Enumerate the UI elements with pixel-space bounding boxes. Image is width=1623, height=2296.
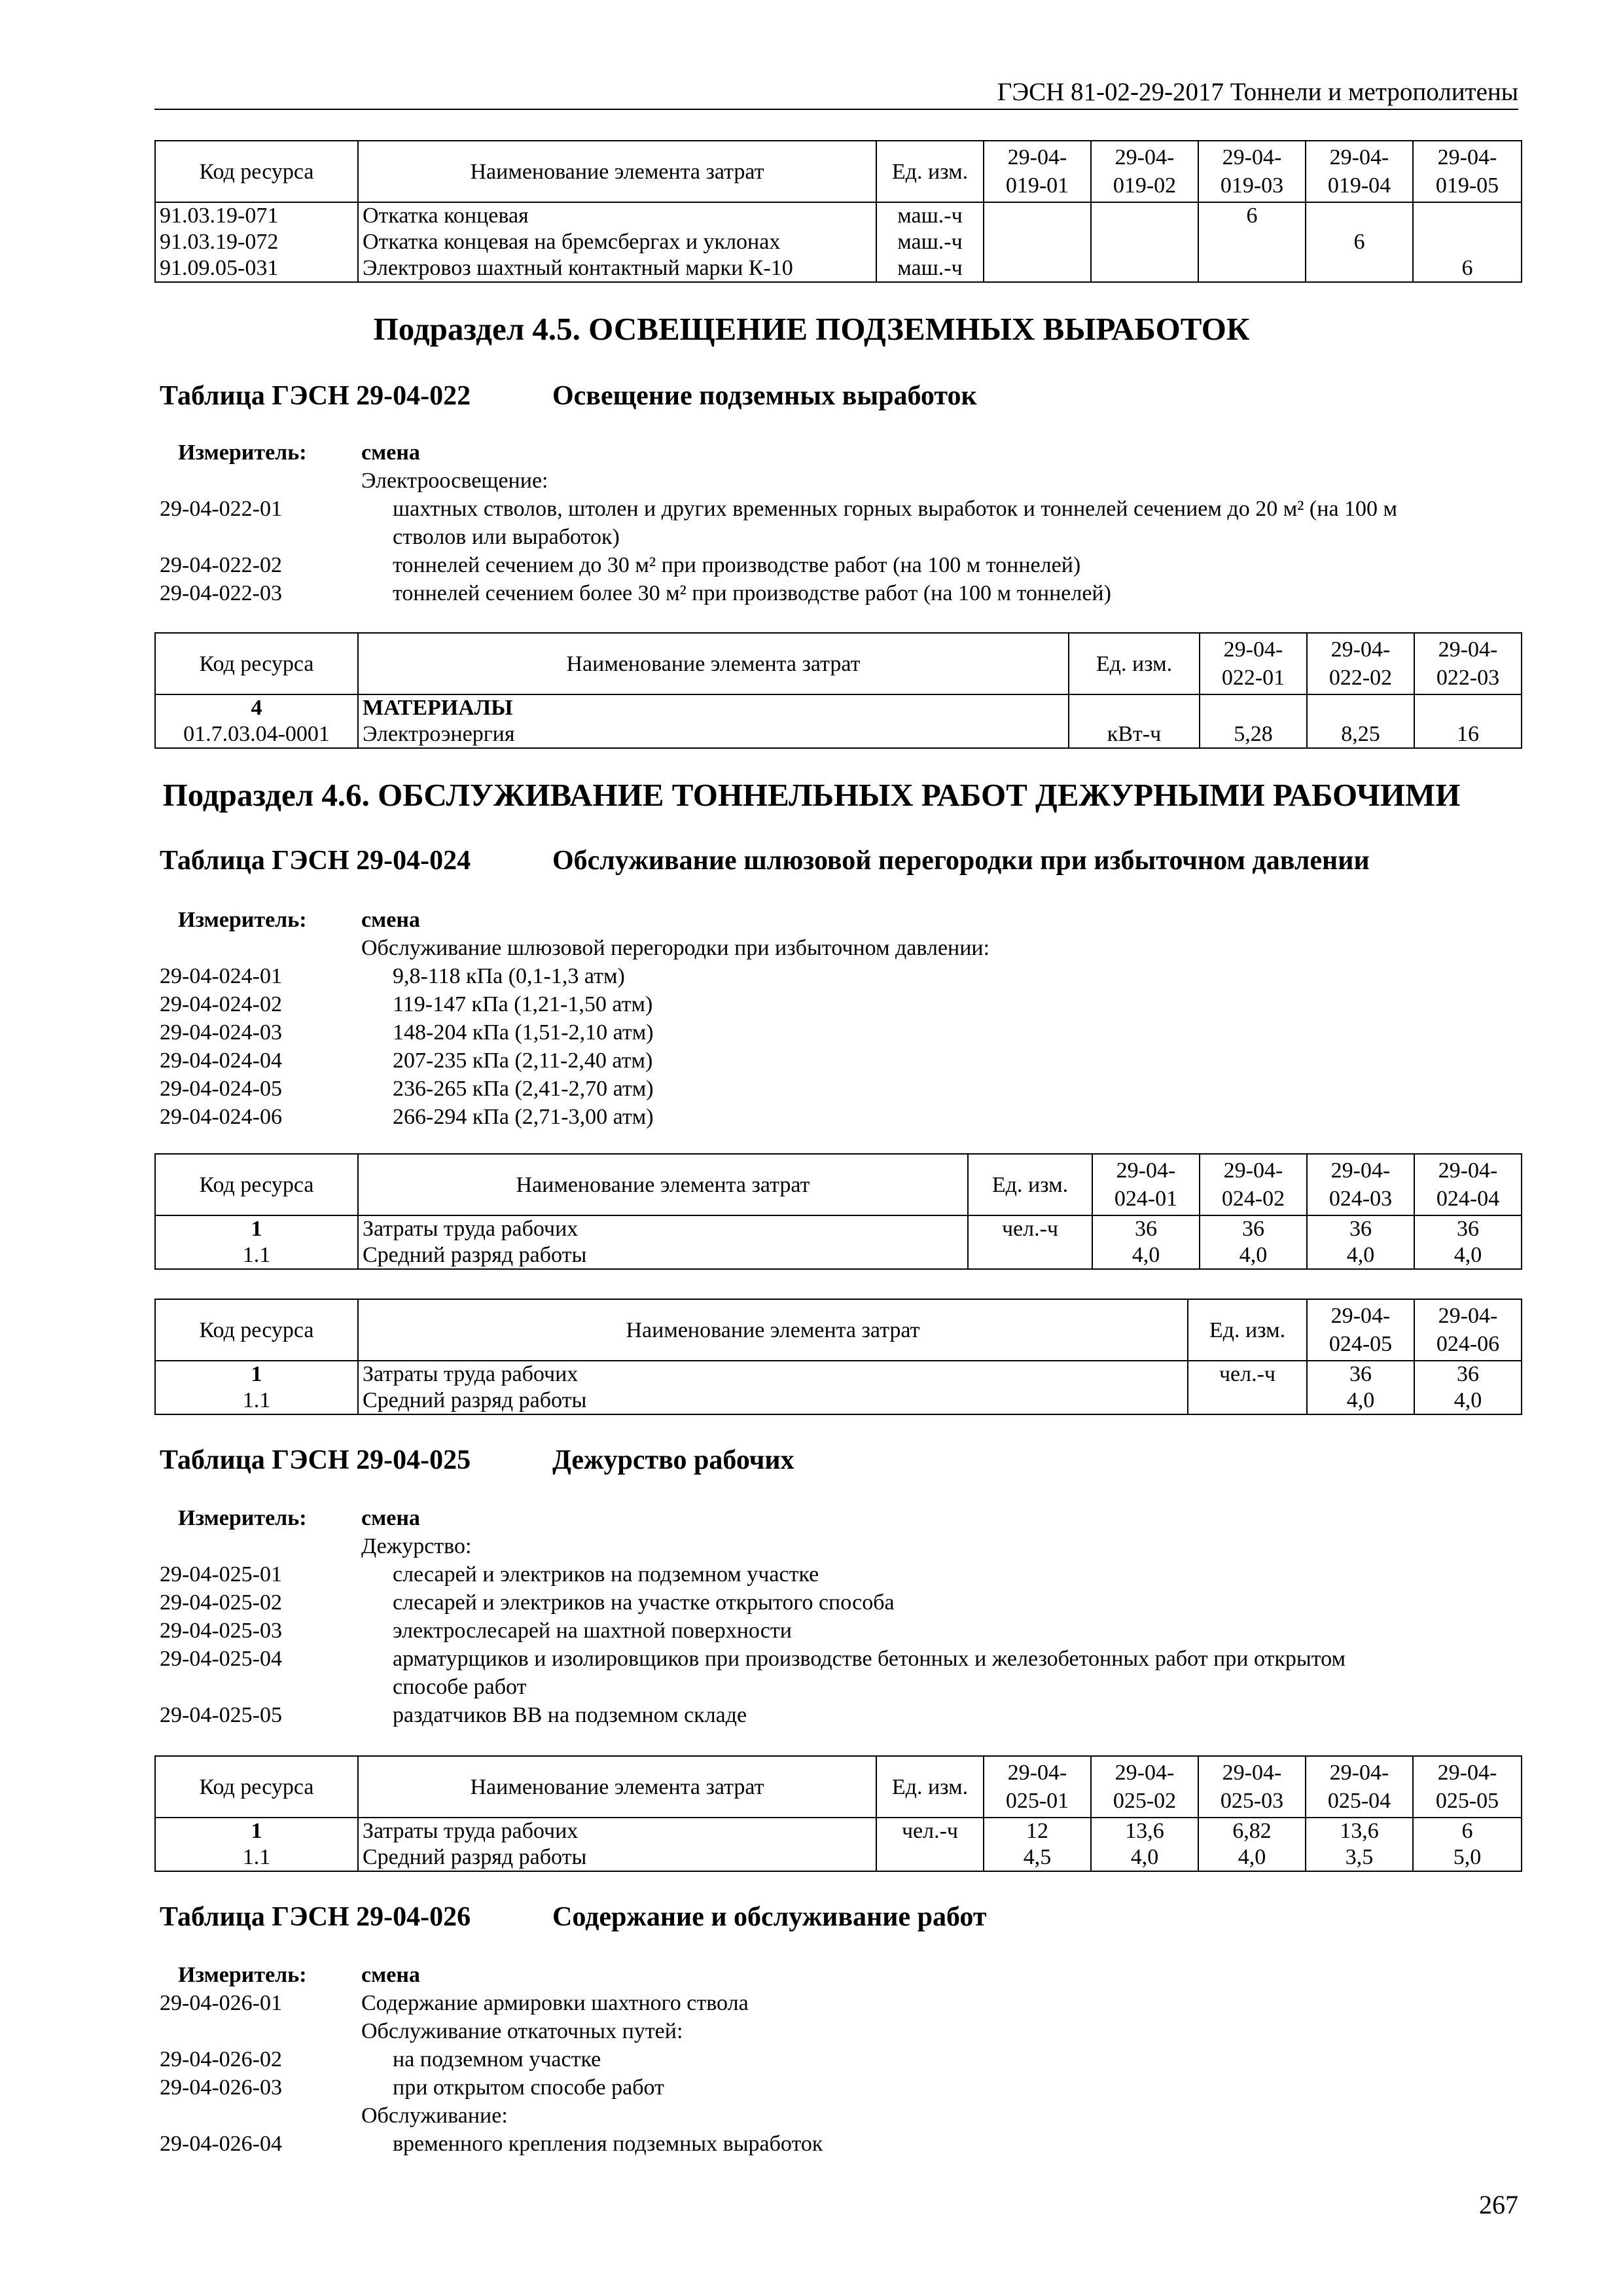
item-code: 29-04-022-03 [160, 581, 282, 605]
col-header: 29-04-019-05 [1413, 141, 1522, 202]
cell: 5,0 [1413, 1844, 1522, 1871]
table-name: Обслуживание шлюзовой перегородки при избыточном давлении [552, 846, 1370, 876]
table-code: Таблица ГЭСН 29-04-025 [160, 1445, 471, 1475]
table-row [155, 202, 1522, 229]
table-022-description [160, 439, 1518, 607]
cell: Электроэнергия [358, 721, 1069, 748]
col-header: Код ресурса [155, 1154, 358, 1215]
col-header: 29-04-024-03 [1307, 1154, 1414, 1215]
list-item [160, 1018, 1518, 1047]
col-header: Код ресурса [155, 141, 358, 202]
group-label: Обслуживание шлюзовой перегородки при избыточном давлении: [361, 936, 990, 960]
cell: МАТЕРИАЛЫ [358, 694, 1069, 721]
cell: Откатка концевая [358, 202, 876, 229]
item-text: тоннелей сечением более 30 м² при производстве работ (на 100 м тоннелей) [393, 581, 1111, 605]
table-name: Освещение подземных выработок [552, 381, 977, 411]
col-header: 29-04-022-02 [1307, 633, 1414, 694]
cell [984, 229, 1091, 255]
cell: Затраты труда рабочих [358, 1215, 968, 1242]
cell: 1.1 [155, 1388, 358, 1414]
col-header: 29-04-024-01 [1092, 1154, 1200, 1215]
table-024-resources-b [154, 1299, 1522, 1415]
cell: 1.1 [155, 1242, 358, 1269]
cell [1069, 694, 1200, 721]
group-label: Обслуживание откаточных путей: [361, 2019, 683, 2043]
table-025-description [160, 1504, 1518, 1729]
item-text: слесарей и электриков на участке открытого способа [393, 1590, 895, 1615]
item-text: 119-147 кПа (1,21-1,50 атм) [393, 992, 653, 1016]
item-text: слесарей и электриков на подземном участке [393, 1562, 819, 1587]
cell: Затраты труда рабочих [358, 1361, 1188, 1388]
meter-row [160, 1961, 1518, 1989]
table-header-row [155, 141, 1522, 202]
table-header-row [155, 1299, 1522, 1361]
cell: 4,0 [1307, 1388, 1414, 1414]
cell [1091, 202, 1198, 229]
table-022-title [160, 380, 977, 412]
subsection-4-5-heading: Подраздел 4.5. ОСВЕЩЕНИЕ ПОДЗЕМНЫХ ВЫРАБОТОК [373, 311, 1250, 347]
item-code: 29-04-024-03 [160, 1020, 282, 1045]
cell: 36 [1414, 1361, 1522, 1388]
table-row [155, 1215, 1522, 1242]
cell: 6,82 [1198, 1818, 1306, 1844]
col-header: Ед. изм. [1069, 633, 1200, 694]
col-header: 29-04-024-05 [1307, 1299, 1414, 1361]
item-code: 29-04-024-02 [160, 992, 282, 1016]
col-header: Код ресурса [155, 1756, 358, 1818]
item-code: 29-04-025-04 [160, 1647, 282, 1671]
list-item [160, 962, 1518, 990]
col-header: Ед. изм. [1188, 1299, 1307, 1361]
cell [1307, 694, 1414, 721]
item-code: 29-04-026-04 [160, 2132, 282, 2156]
cell: чел.-ч [876, 1818, 984, 1844]
table-code: Таблица ГЭСН 29-04-024 [160, 846, 471, 876]
cell: Затраты труда рабочих [358, 1818, 876, 1844]
cell: 36 [1092, 1215, 1200, 1242]
col-header: Ед. изм. [876, 1756, 984, 1818]
item-text: на подземном участке [393, 2047, 601, 2072]
cell: Средний разряд работы [358, 1242, 968, 1269]
cell: Средний разряд работы [358, 1844, 876, 1871]
item-code: 29-04-025-02 [160, 1590, 282, 1615]
table-row [155, 694, 1522, 721]
item-code: 29-04-026-02 [160, 2047, 282, 2072]
cell [1413, 229, 1522, 255]
cell [1091, 255, 1198, 282]
cell: 4,0 [1414, 1388, 1522, 1414]
list-item [160, 551, 1518, 579]
item-code: 29-04-022-02 [160, 553, 282, 577]
meter-label: Измеритель: [178, 1963, 307, 1987]
header-divider [154, 109, 1518, 110]
col-header: 29-04-022-01 [1200, 633, 1307, 694]
item-code: 29-04-026-01 [160, 1991, 282, 2015]
group-row [160, 2017, 1518, 2045]
list-item [160, 1588, 1518, 1617]
col-header: 29-04-024-02 [1200, 1154, 1307, 1215]
cell: 01.7.03.04-0001 [155, 721, 358, 748]
cell: 6 [1413, 255, 1522, 282]
item-text: 148-204 кПа (1,51-2,10 атм) [393, 1020, 654, 1045]
group-row [160, 467, 1518, 495]
col-header: 29-04-019-04 [1306, 141, 1413, 202]
item-text: электрослесарей на шахтной поверхности [393, 1619, 792, 1643]
meter-label: Измеритель: [178, 440, 307, 465]
cell: Средний разряд работы [358, 1388, 1188, 1414]
item-code: 29-04-022-01 [160, 497, 282, 521]
col-header: 29-04-019-01 [984, 141, 1091, 202]
cell: 1 [155, 1215, 358, 1242]
table-row [155, 229, 1522, 255]
cell [984, 202, 1091, 229]
col-header: Наименование элемента затрат [358, 633, 1069, 694]
col-header: 29-04-025-02 [1091, 1756, 1198, 1818]
cell: 4,0 [1198, 1844, 1306, 1871]
cell: 13,6 [1306, 1818, 1413, 1844]
table-header-row [155, 1756, 1522, 1818]
cell: маш.-ч [876, 202, 984, 229]
table-code: Таблица ГЭСН 29-04-026 [160, 1902, 471, 1932]
item-text: 207-235 кПа (2,11-2,40 атм) [393, 1049, 653, 1073]
meter-value: смена [361, 1506, 420, 1530]
cell: 6 [1306, 229, 1413, 255]
cell: 1 [155, 1361, 358, 1388]
col-header: Наименование элемента затрат [358, 1299, 1188, 1361]
cell: 36 [1200, 1215, 1307, 1242]
cell: 6 [1413, 1818, 1522, 1844]
table-row [155, 1361, 1522, 1388]
cell: Откатка концевая на бремсбергах и уклонах [358, 229, 876, 255]
cell: 1 [155, 1818, 358, 1844]
col-header: 29-04-022-03 [1414, 633, 1522, 694]
item-code: 29-04-025-03 [160, 1619, 282, 1643]
table-022-resources [154, 632, 1522, 749]
cell: чел.-ч [968, 1215, 1092, 1242]
cell [1306, 202, 1413, 229]
cell: 4,0 [1200, 1242, 1307, 1269]
item-text: Содержание армировки шахтного ствола [361, 1991, 749, 2015]
item-code: 29-04-024-04 [160, 1049, 282, 1073]
cell [1091, 229, 1198, 255]
cell: Электровоз шахтный контактный марки К-10 [358, 255, 876, 282]
col-header: 29-04-025-01 [984, 1756, 1091, 1818]
cell [876, 1844, 984, 1871]
group-label: Обслуживание: [361, 2104, 508, 2128]
cell: маш.-ч [876, 229, 984, 255]
group-label: Электроосвещение: [361, 469, 548, 493]
meter-label: Измеритель: [178, 1506, 307, 1530]
item-code: 29-04-024-01 [160, 964, 282, 988]
col-header: Наименование элемента затрат [358, 141, 876, 202]
list-item [160, 990, 1518, 1018]
item-text: 236-265 кПа (2,41-2,70 атм) [393, 1077, 654, 1101]
list-item [160, 1103, 1518, 1131]
item-text-continued: стволов или выработок) [393, 525, 620, 549]
item-code: 29-04-024-05 [160, 1077, 282, 1101]
col-header: 29-04-019-02 [1091, 141, 1198, 202]
table-026-description [160, 1961, 1518, 2158]
cell [1200, 694, 1307, 721]
col-header: 29-04-024-04 [1414, 1154, 1522, 1215]
cell [968, 1242, 1092, 1269]
item-code: 29-04-025-05 [160, 1703, 282, 1727]
col-header: 29-04-025-05 [1413, 1756, 1522, 1818]
cell: 4,5 [984, 1844, 1091, 1871]
list-item [160, 1560, 1518, 1588]
meter-label: Измеритель: [178, 908, 307, 932]
cell [1188, 1388, 1307, 1414]
table-name: Дежурство рабочих [552, 1445, 794, 1475]
table-row [155, 1388, 1522, 1414]
item-text: при открытом способе работ [393, 2075, 664, 2100]
table-row [155, 1818, 1522, 1844]
meter-row [160, 906, 1518, 934]
table-name: Содержание и обслуживание работ [552, 1902, 987, 1932]
cell: 8,25 [1307, 721, 1414, 748]
cell: кВт-ч [1069, 721, 1200, 748]
cell [984, 255, 1091, 282]
list-item [160, 2045, 1518, 2073]
list-item [160, 1047, 1518, 1075]
cell: 4 [155, 694, 358, 721]
table-code: Таблица ГЭСН 29-04-022 [160, 381, 471, 411]
list-item [160, 1989, 1518, 2017]
col-header: Наименование элемента затрат [358, 1756, 876, 1818]
cell: 4,0 [1092, 1242, 1200, 1269]
meter-row [160, 439, 1518, 467]
cell: 3,5 [1306, 1844, 1413, 1871]
item-text: арматурщиков и изолировщиков при производстве бетонных и железобетонных работ при открытом [393, 1647, 1346, 1671]
running-header: ГЭСН 81-02-29-2017 Тоннели и метрополитены [997, 78, 1518, 106]
item-code: 29-04-025-01 [160, 1562, 282, 1587]
table-header-row [155, 633, 1522, 694]
cell: 5,28 [1200, 721, 1307, 748]
meter-value: смена [361, 908, 420, 932]
cell: 4,0 [1307, 1242, 1414, 1269]
table-row [155, 721, 1522, 748]
list-item [160, 495, 1518, 551]
list-item [160, 1075, 1518, 1103]
list-item [160, 2073, 1518, 2102]
item-text-continued: способе работ [393, 1675, 527, 1699]
item-text: 9,8-118 кПа (0,1-1,3 атм) [393, 964, 625, 988]
cell: 13,6 [1091, 1818, 1198, 1844]
group-row [160, 934, 1518, 962]
col-header: Ед. изм. [968, 1154, 1092, 1215]
cell [1414, 694, 1522, 721]
item-code: 29-04-024-06 [160, 1105, 282, 1129]
list-item [160, 1701, 1518, 1729]
item-text: 266-294 кПа (2,71-3,00 атм) [393, 1105, 654, 1129]
table-row [155, 255, 1522, 282]
meter-row [160, 1504, 1518, 1532]
cell: 36 [1414, 1215, 1522, 1242]
page-number: 267 [1479, 2190, 1518, 2219]
list-item [160, 2130, 1518, 2158]
cell: 6 [1198, 202, 1306, 229]
list-item [160, 1617, 1518, 1645]
col-header: Ед. изм. [876, 141, 984, 202]
item-text: тоннелей сечением до 30 м² при производстве работ (на 100 м тоннелей) [393, 553, 1081, 577]
cell: 1.1 [155, 1844, 358, 1871]
cell: чел.-ч [1188, 1361, 1307, 1388]
list-item [160, 579, 1518, 607]
table-024-title [160, 844, 1370, 877]
col-header: 29-04-019-03 [1198, 141, 1306, 202]
cell: 12 [984, 1818, 1091, 1844]
group-row [160, 2102, 1518, 2130]
cell: 36 [1307, 1215, 1414, 1242]
table-header-row [155, 1154, 1522, 1215]
cell: 4,0 [1414, 1242, 1522, 1269]
group-row [160, 1532, 1518, 1560]
col-header: 29-04-025-04 [1306, 1756, 1413, 1818]
item-code: 29-04-026-03 [160, 2075, 282, 2100]
col-header: Код ресурса [155, 633, 358, 694]
table-019-resources [154, 140, 1522, 283]
col-header: Код ресурса [155, 1299, 358, 1361]
cell [1413, 202, 1522, 229]
col-header: 29-04-025-03 [1198, 1756, 1306, 1818]
table-024-resources-a [154, 1153, 1522, 1270]
meter-value: смена [361, 440, 420, 465]
cell: 16 [1414, 721, 1522, 748]
table-026-title [160, 1901, 987, 1933]
cell [1306, 255, 1413, 282]
cell: 91.03.19-072 [155, 229, 358, 255]
cell: 36 [1307, 1361, 1414, 1388]
col-header: 29-04-024-06 [1414, 1299, 1522, 1361]
col-header: Наименование элемента затрат [358, 1154, 968, 1215]
cell: 91.09.05-031 [155, 255, 358, 282]
item-text: раздатчиков ВВ на подземном складе [393, 1703, 747, 1727]
cell: 4,0 [1091, 1844, 1198, 1871]
item-text: временного крепления подземных выработок [393, 2132, 823, 2156]
cell: маш.-ч [876, 255, 984, 282]
cell [1198, 255, 1306, 282]
table-row [155, 1844, 1522, 1871]
subsection-4-6-heading: Подраздел 4.6. ОБСЛУЖИВАНИЕ ТОННЕЛЬНЫХ РАБОТ ДЕЖУРНЫМИ РАБОЧИМИ [162, 777, 1461, 813]
table-025-title [160, 1444, 794, 1477]
meter-value: смена [361, 1963, 420, 1987]
table-025-resources [154, 1755, 1522, 1872]
group-label: Дежурство: [361, 1534, 472, 1558]
table-row [155, 1242, 1522, 1269]
list-item [160, 1645, 1518, 1701]
cell [1198, 229, 1306, 255]
item-text: шахтных стволов, штолен и других временных горных выработок и тоннелей сечением до 20 м² (на 100 м [393, 497, 1398, 521]
cell: 91.03.19-071 [155, 202, 358, 229]
table-024-description [160, 906, 1518, 1131]
